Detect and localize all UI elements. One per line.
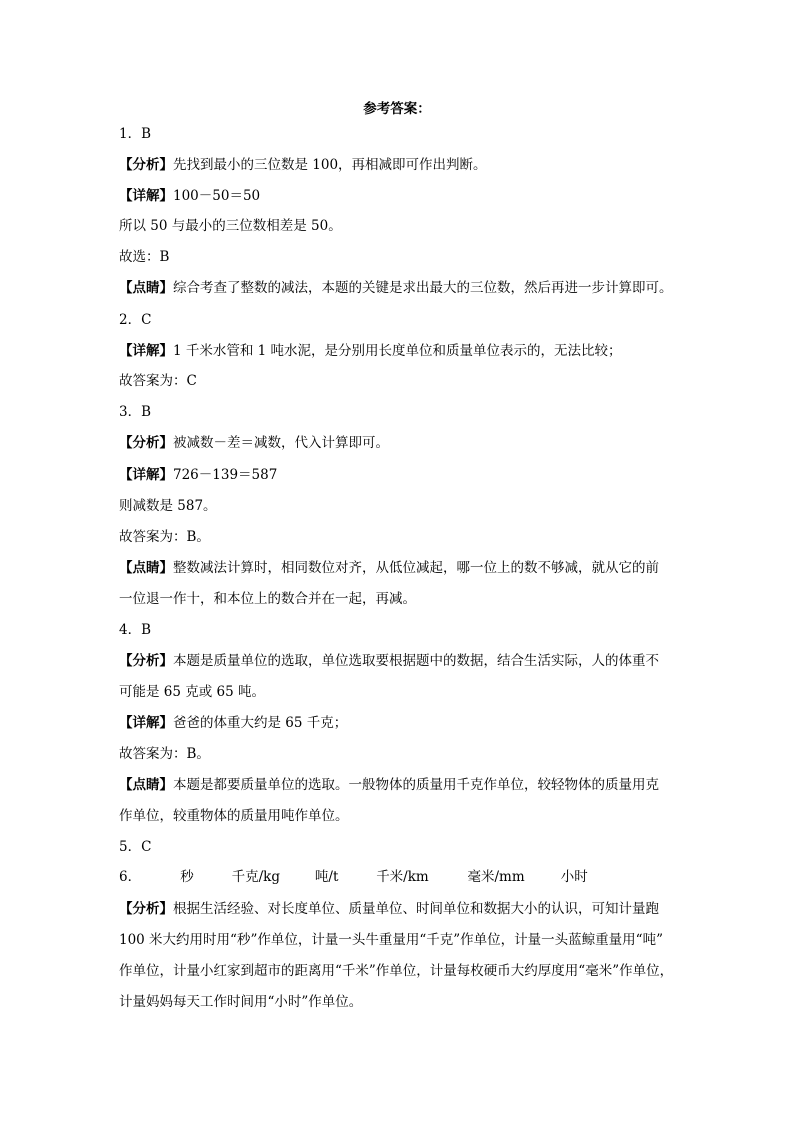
comment-4: 【点睛】本题是都要质量单位的选取。一般物体的质量用千克作单位，较轻物体的质量用克	[119, 777, 659, 793]
analysis-3: 【分析】被减数－差＝减数，代入计算即可。	[119, 435, 389, 451]
unit-answer: 千克/kg	[231, 869, 280, 885]
text-line: 作单位，较重物体的质量用吨作单位。	[119, 808, 349, 824]
answer-6-units	[119, 867, 689, 887]
comment-3: 【点睛】整数减法计算时，相同数位对齐，从低位减起，哪一位上的数不够减，就从它的前	[119, 560, 659, 576]
answer-4: 4．B	[119, 622, 152, 638]
choice-3: 故答案为：B。	[119, 529, 210, 545]
answer-3: 3．B	[119, 404, 152, 420]
detail-2: 【详解】1 千米水管和 1 吨水泥，是分别用长度单位和质量单位表示的，无法比较；	[119, 343, 622, 359]
unit-answer: 毫米/mm	[467, 869, 525, 885]
text-line: 作单位，计量小红家到超市的距离用“千米”作单位，计量每枚硬币大约厚度用“毫米”作单位，	[119, 963, 674, 979]
detail-4: 【详解】爸爸的体重大约是 65 千克；	[119, 715, 348, 731]
text-line: 所以 50 与最小的三位数相差是 50。	[119, 218, 342, 234]
analysis-1: 【分析】先找到最小的三位数是 100，再相减即可作出判断。	[119, 157, 487, 173]
choice-1: 故选：B	[119, 249, 170, 265]
detail-3: 【详解】726－139＝587	[119, 467, 278, 483]
unit-answer: 吨/t	[314, 869, 339, 885]
answer-2: 2．C	[119, 312, 152, 328]
text-line: 则减数是 587。	[119, 498, 217, 514]
comment-1: 【点睛】综合考查了整数的减法，本题的关键是求出最大的三位数，然后再进一步计算即可。	[119, 280, 673, 296]
analysis-6: 【分析】根据生活经验、对长度单位、质量单位、时间单位和数据大小的认识，可知计量跑	[119, 901, 659, 917]
answer-5: 5．C	[119, 839, 152, 855]
detail-1: 【详解】100－50＝50	[119, 188, 261, 204]
answer-1: 1．B	[119, 126, 152, 142]
question-number: 6．	[119, 869, 142, 885]
text-line: 可能是 65 克或 65 吨。	[119, 684, 266, 700]
analysis-4: 【分析】本题是质量单位的选取，单位选取要根据题中的数据，结合生活实际，人的体重不	[119, 653, 659, 669]
unit-answer: 小时	[560, 869, 588, 885]
page-title: 参考答案：	[363, 101, 431, 117]
unit-answer: 秒	[180, 869, 194, 885]
choice-2: 故答案为：C	[119, 373, 197, 389]
text-line: 100 米大约用时用“秒”作单位，计量一头牛重量用“千克”作单位，计量一头蓝鲸重量用“吨”	[119, 932, 663, 948]
choice-4: 故答案为：B。	[119, 746, 210, 762]
text-line: 计量妈妈每天工作时间用“小时”作单位。	[119, 994, 363, 1010]
unit-answer: 千米/km	[376, 869, 429, 885]
text-line: 一位退一作十，和本位上的数合并在一起，再减。	[119, 591, 416, 607]
